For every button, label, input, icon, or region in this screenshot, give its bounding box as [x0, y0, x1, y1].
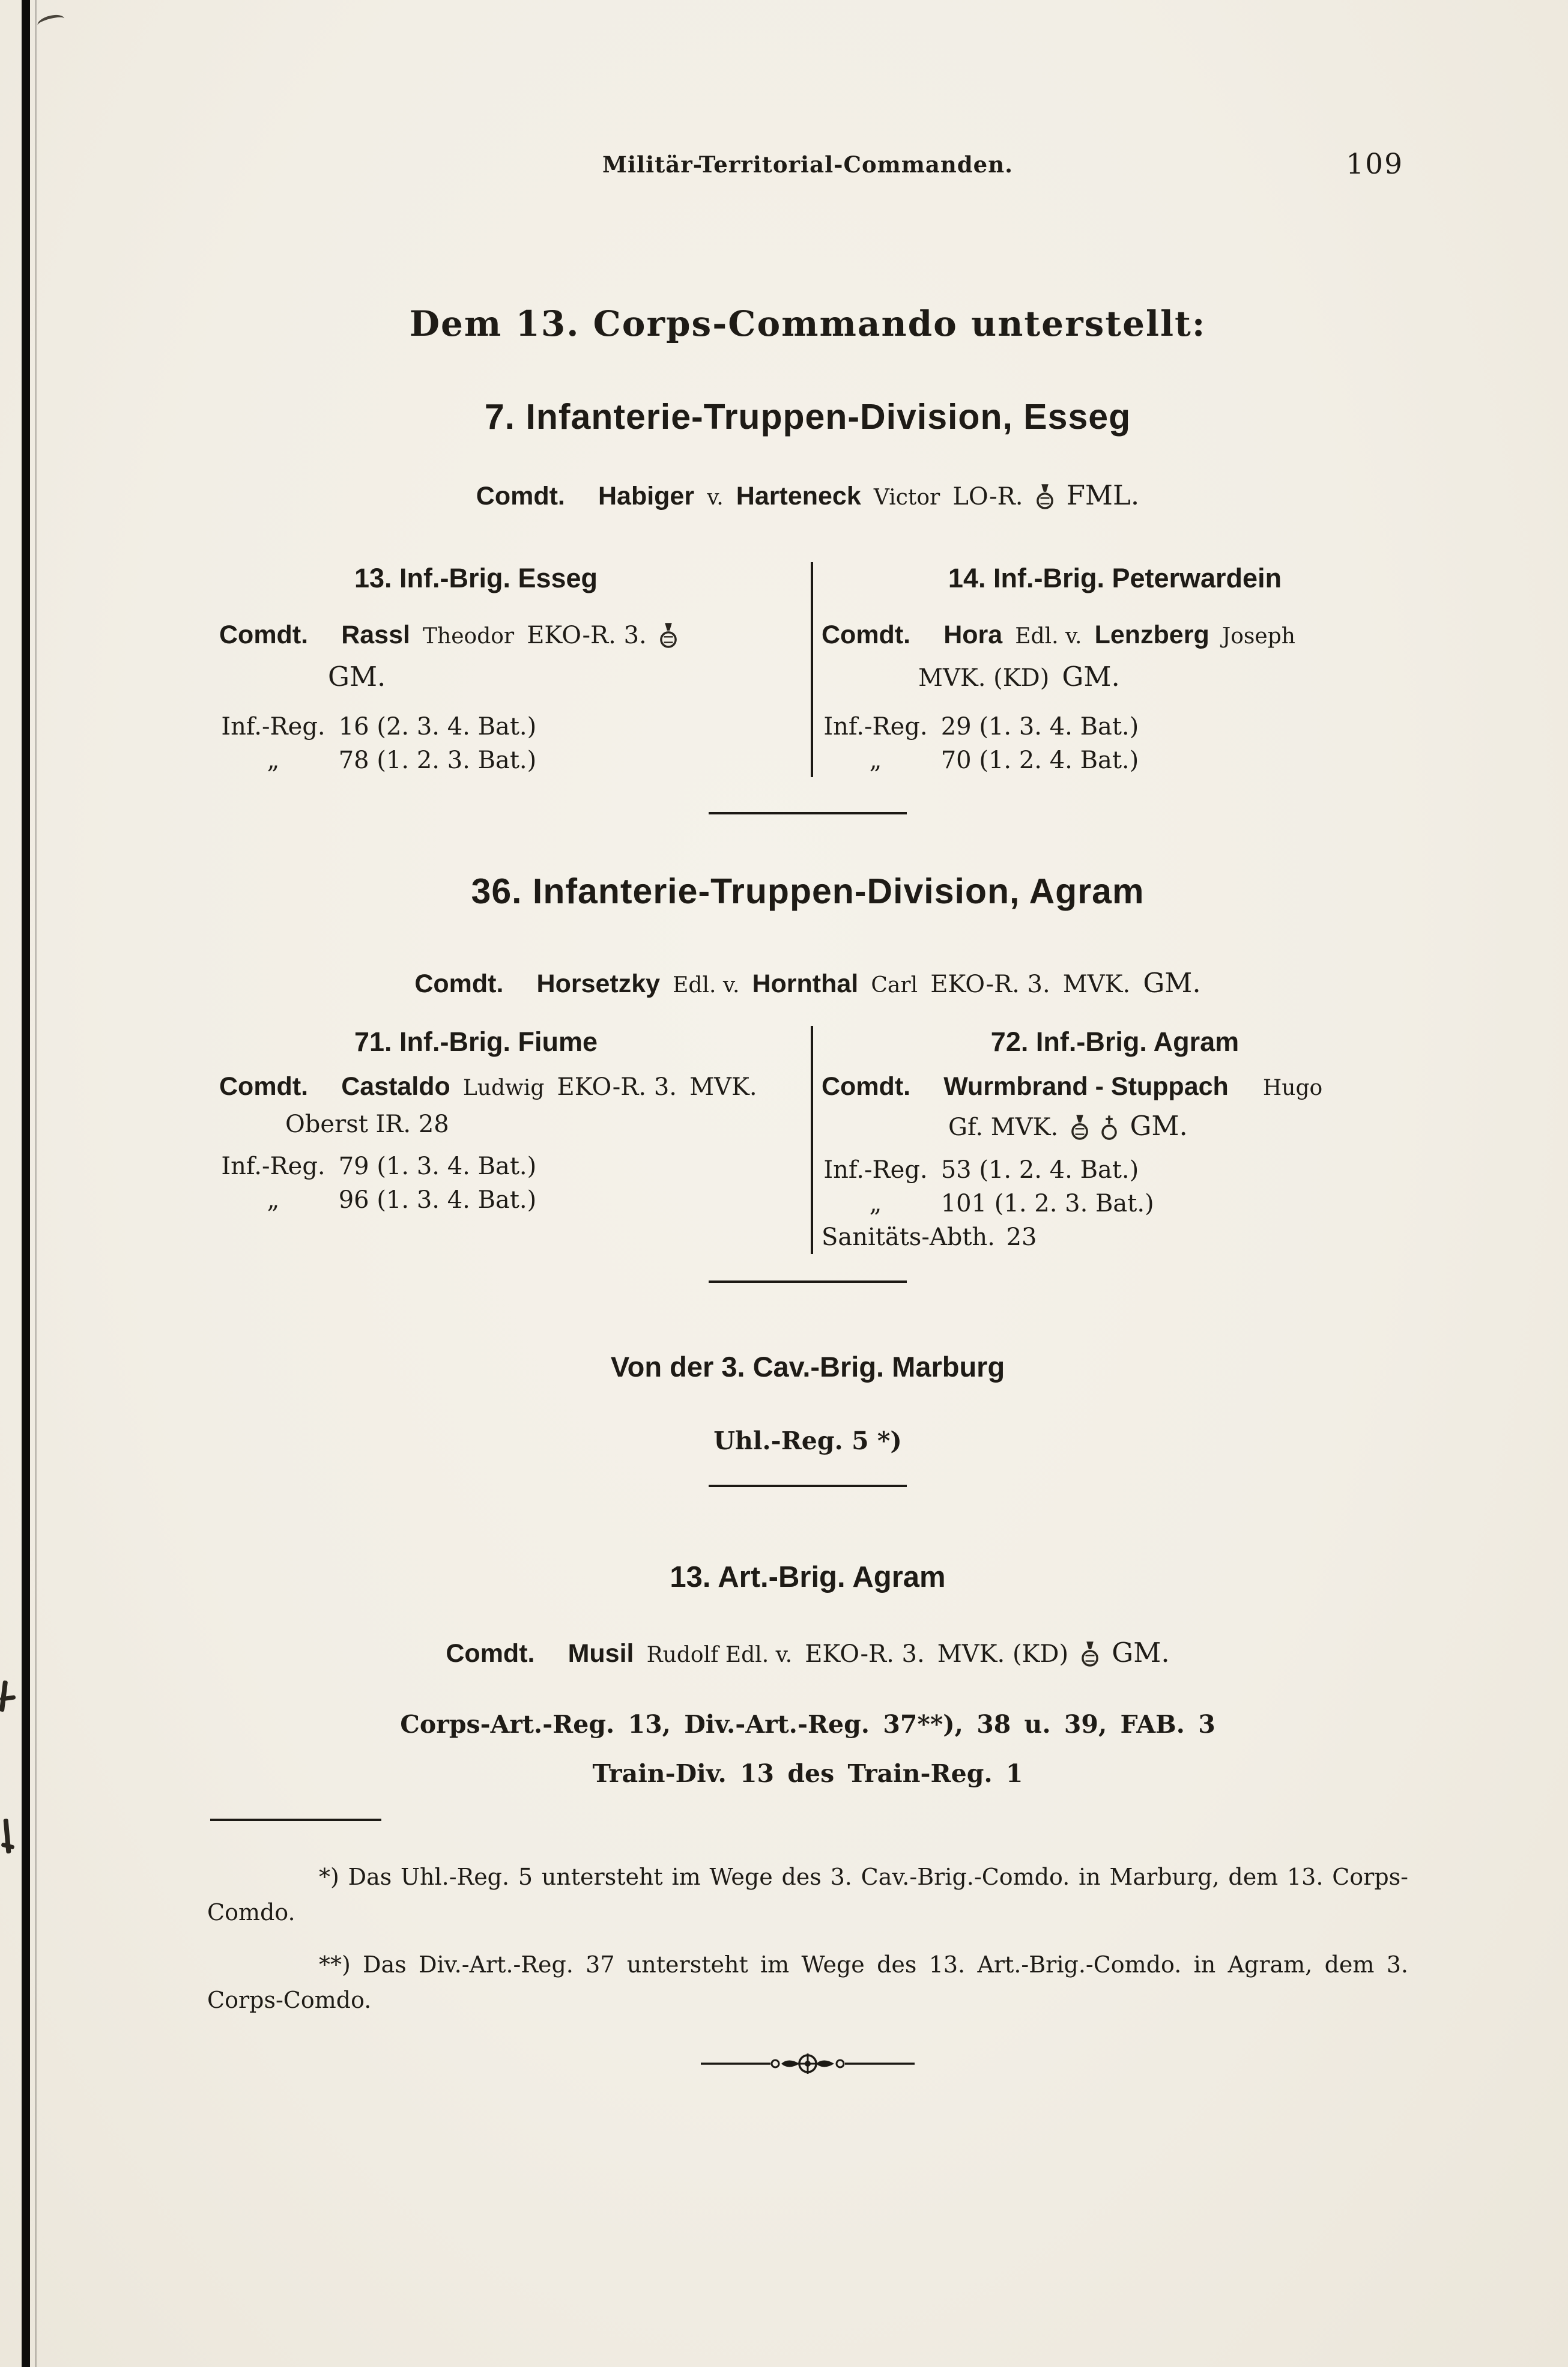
section-divider-rule	[709, 1485, 907, 1487]
commander-surname-2: Hornthal	[752, 969, 859, 998]
brigade-title: 14. Inf.-Brig. Peterwardein	[948, 562, 1282, 593]
regiment-line	[219, 1150, 811, 1183]
rank-text: GM.	[328, 660, 386, 693]
regiment-label: Inf.-Reg.	[823, 1156, 928, 1184]
brigade-rank-line	[207, 659, 811, 695]
comdt-label: Comdt.	[822, 620, 911, 649]
regiment-list	[822, 1153, 1408, 1254]
regiment-ditto-mark: „	[869, 747, 882, 775]
rank-text: Oberst IR. 28	[285, 1110, 449, 1138]
orders-text-2: MVK.	[1062, 970, 1131, 998]
regiment-line	[822, 1153, 1408, 1187]
footnote-2: **) Das Div.-Art.-Reg. 37 untersteht im Wege des 13. Art.-Brig.-Comdo. in Agram, dem 3. Corps-Comdo.	[207, 1951, 1408, 2013]
noble-particle: v.	[707, 485, 724, 510]
rank-text: GM.	[1062, 660, 1120, 693]
division-title: 7. Infanterie-Truppen-Division, Esseg	[484, 397, 1131, 437]
sanitaets-line	[822, 1220, 1408, 1254]
regiment-line	[822, 710, 1408, 744]
regiment-line	[822, 744, 1408, 777]
medal-icon	[1071, 1114, 1089, 1141]
commander-surname: Musil	[568, 1639, 634, 1668]
commander-surname: Rassl	[341, 620, 410, 649]
commander-firstname: Theodor	[423, 623, 515, 649]
cav-brigade-title: Von der 3. Cav.-Brig. Marburg	[610, 1351, 1005, 1383]
art-brigade-title: 13. Art.-Brig. Agram	[670, 1561, 946, 1593]
regiment-ditto-mark: „	[869, 1190, 882, 1218]
medal-icon	[659, 622, 677, 649]
orders-text: EKO-R. 3.	[930, 970, 1050, 998]
brigade-columns	[207, 562, 1408, 777]
comdt-label: Comdt.	[476, 481, 565, 511]
regiment-text: 29 (1. 3. 4. Bat.)	[940, 713, 1139, 741]
comdt-label: Comdt.	[219, 620, 309, 649]
page-content	[207, 0, 1408, 2367]
footnote-rule	[210, 1819, 381, 1821]
regiment-line	[822, 1187, 1408, 1220]
orders-text-2: MVK. (KD)	[937, 1640, 1069, 1668]
regiment-ditto-mark: „	[267, 1186, 280, 1214]
rank-text: FML.	[1066, 479, 1140, 511]
commander-surname: Horsetzky	[536, 969, 661, 998]
brigade-rank-line	[822, 659, 1408, 695]
commander-firstname: Carl	[871, 972, 918, 998]
regiment-text: 78 (1. 2. 3. Bat.)	[338, 747, 537, 775]
brigade-columns	[207, 1026, 1408, 1254]
brigade-14	[811, 562, 1408, 777]
rank-text: GM.	[1112, 1637, 1170, 1668]
comdt-label: Comdt.	[446, 1639, 535, 1668]
cav-regiment-line: Uhl.-Reg. 5 *)	[713, 1426, 902, 1455]
commander-surname-2: Harteneck	[736, 481, 861, 511]
brigade-commander-line	[207, 1070, 811, 1104]
brigade-commander-line	[822, 619, 1408, 652]
regiment-ditto-mark: „	[267, 747, 280, 775]
brigade-72	[811, 1026, 1408, 1254]
noble-particle: Edl. v.	[673, 972, 740, 998]
brigade-rank-line	[207, 1109, 811, 1140]
artillery-section	[207, 1560, 1408, 1788]
medal-icon	[1036, 483, 1054, 510]
footnote-1: *) Das Uhl.-Reg. 5 untersteht im Wege des 3. Cav.-Brig.-Comdo. in Marburg, dem 13. Corps-Comdo.	[207, 1864, 1408, 1926]
train-units-line: Train-Div. 13 des Train-Reg. 1	[592, 1759, 1023, 1788]
regiment-list	[822, 710, 1408, 777]
art-units-line: Corps-Art.-Reg. 13, Div.-Art.-Reg. 37**), 38 u. 39, FAB. 3	[400, 1709, 1215, 1739]
orders-text: EKO-R. 3.	[557, 1073, 677, 1101]
unit-label: Sanitäts-Abth.	[822, 1223, 995, 1252]
regiment-line	[219, 1183, 811, 1217]
orders-text-2: MVK.	[689, 1073, 757, 1101]
cavalry-section	[207, 1350, 1408, 1455]
orders-text: LO-R.	[952, 482, 1023, 511]
regiment-text: 96 (1. 3. 4. Bat.)	[338, 1186, 537, 1214]
brigade-commander-line	[207, 619, 811, 652]
unit-text: 23	[1006, 1223, 1037, 1252]
regiment-text: 79 (1. 3. 4. Bat.)	[338, 1152, 537, 1180]
regiment-list	[207, 710, 811, 777]
orders-text: MVK. (KD)	[918, 664, 1050, 692]
running-header-row	[207, 148, 1408, 181]
page-title: Dem 13. Corps-Commando unterstellt:	[409, 303, 1206, 344]
commander-surname: Habiger	[598, 481, 695, 511]
division-commander-line	[207, 479, 1408, 513]
division-title: 36. Infanterie-Truppen-Division, Agram	[471, 871, 1145, 911]
orders-text: Gf. MVK.	[948, 1113, 1059, 1141]
running-header: Militär-Territorial-Commanden.	[602, 151, 1013, 178]
division-commander-line	[207, 966, 1408, 1001]
comdt-label: Comdt.	[414, 969, 504, 998]
regiment-label: Inf.-Reg.	[221, 1152, 325, 1180]
commander-surname: Wurmbrand - Stuppach	[943, 1071, 1229, 1101]
brigade-title: 71. Inf.-Brig. Fiume	[354, 1026, 598, 1057]
regiment-line	[219, 710, 811, 744]
rank-text: GM.	[1143, 966, 1201, 999]
regiment-label: Inf.-Reg.	[221, 713, 325, 741]
ornament-icon	[700, 2049, 916, 2078]
regiment-text: 16 (2. 3. 4. Bat.)	[338, 713, 537, 741]
rank-text: GM.	[1130, 1109, 1188, 1142]
ink-mark	[36, 13, 66, 32]
orders-text: EKO-R. 3.	[527, 621, 647, 649]
comdt-label: Comdt.	[219, 1071, 309, 1101]
commander-firstname: Victor	[873, 485, 940, 510]
brigade-commander-line	[822, 1070, 1408, 1104]
binding-edge-line	[22, 0, 30, 2367]
regiment-text: 101 (1. 2. 3. Bat.)	[940, 1190, 1154, 1218]
art-commander-line	[207, 1636, 1408, 1670]
orders-text: EKO-R. 3.	[805, 1640, 925, 1668]
brigade-title: 13. Inf.-Brig. Esseg	[354, 562, 598, 593]
commander-firstname: Rudolf Edl. v.	[646, 1643, 793, 1667]
commander-firstname: Joseph	[1221, 623, 1295, 649]
page-number: 109	[1346, 148, 1403, 181]
commander-firstname: Ludwig	[462, 1075, 545, 1100]
footnotes-section	[207, 1859, 1408, 2018]
commander-surname: Hora	[943, 620, 1003, 649]
end-ornament-icon	[700, 2049, 916, 2081]
comdt-label: Comdt.	[822, 1071, 911, 1101]
division-36-section	[207, 872, 1408, 1254]
section-divider-rule	[709, 1280, 907, 1283]
medal-icon	[1081, 1641, 1099, 1667]
commander-firstname: Hugo	[1262, 1075, 1323, 1100]
regiment-label: Inf.-Reg.	[823, 713, 928, 741]
regiment-text: 53 (1. 2. 4. Bat.)	[940, 1156, 1139, 1184]
brigade-71	[207, 1026, 811, 1254]
regiment-text: 70 (1. 2. 4. Bat.)	[940, 747, 1139, 775]
division-7-section	[207, 398, 1408, 777]
brigade-13	[207, 562, 811, 777]
binding-edge-shadow	[35, 0, 37, 2367]
section-divider-rule	[709, 812, 907, 814]
brigade-title: 72. Inf.-Brig. Agram	[990, 1026, 1240, 1057]
regiment-list	[207, 1150, 811, 1217]
orb-cross-icon	[1101, 1114, 1117, 1141]
commander-surname-2: Lenzberg	[1094, 620, 1209, 649]
regiment-line	[219, 744, 811, 777]
noble-particle: Edl. v.	[1015, 623, 1082, 649]
brigade-rank-line	[822, 1109, 1408, 1144]
commander-surname: Castaldo	[341, 1071, 450, 1101]
